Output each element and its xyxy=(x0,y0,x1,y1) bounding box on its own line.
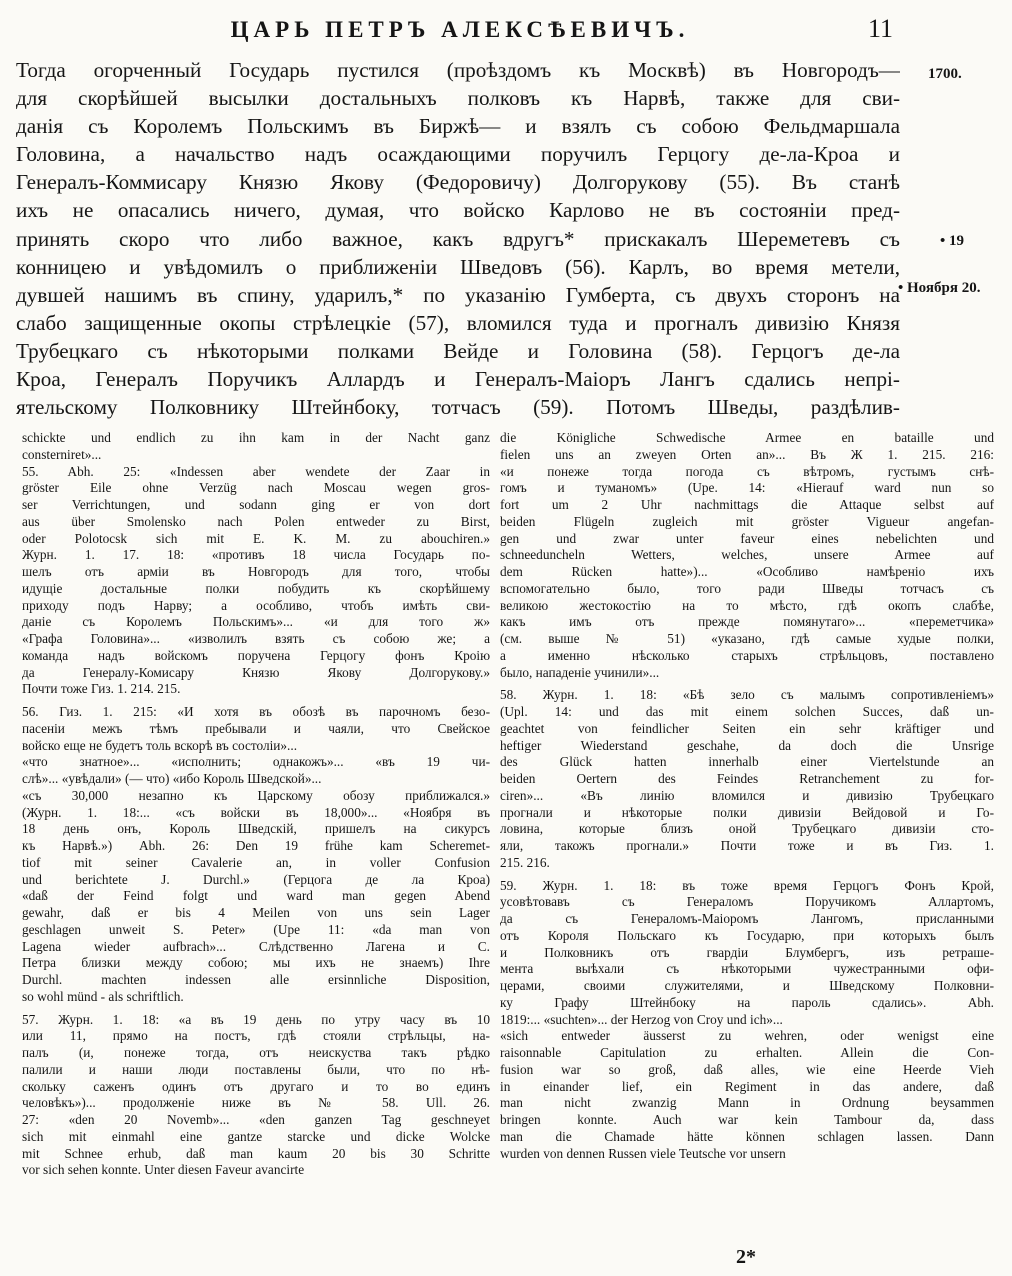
footnote-line: und berichtete J. Durchl.» (Герцога де ла Кроа) xyxy=(22,871,490,887)
margin-note-year: 1700. xyxy=(928,66,962,82)
main-text-line: Головина, а начальство надъ осаждающими поручилъ Герцогу де-ла-Кроа и xyxy=(16,142,900,167)
footnote-line: geschlagen unweit S. Peter» (Upe 11: «da man von xyxy=(22,921,490,937)
footnote-line: отъ Короля Польскаго къ Государю, при которыхъ былъ xyxy=(500,927,994,943)
footnote-line: слѣ»... «увѣдали» (— что) «ибо Король Шведской»... xyxy=(22,771,322,786)
footnote-line: 55. Abh. 25: «Indessen aber wendete der Zaar in xyxy=(22,463,490,479)
main-text-line: слабо защищенные окопы стрѣлецкіе (57), вломился туда и прогналъ дивизію Князя xyxy=(16,310,900,335)
running-title: ЦАРЬ ПЕТРЪ АЛЕКСѢЕВИЧЪ. xyxy=(230,17,690,42)
footnote-line: или 11, прямо на постъ, гдѣ стояли стрѣльцы, на- xyxy=(22,1028,490,1044)
footnote-line: вспомогательно было, того ради Шведы тотчасъ съ xyxy=(500,580,994,596)
footnote-line: sich mit einmahl eine gantze starcke und dicke Wolcke xyxy=(22,1128,490,1144)
footnotes-left-column xyxy=(22,430,490,1179)
footnote-line: 57. Журн. 1. 18: «а въ 19 день по утру часу въ 10 xyxy=(22,1011,490,1027)
footnote-line: Почти тоже Гиз. 1. 214. 215. xyxy=(22,681,181,697)
footnote-line: vor sich sehen konnte. Unter diesen Faveur avancirte xyxy=(22,1162,305,1178)
footnote-line: приходу подъ Нарву; а особливо, чтобъ имѣть сви- xyxy=(22,597,490,613)
running-head xyxy=(0,14,1012,48)
footnote-line: мента выѣхали съ нѣкоторыми чужестранными офи- xyxy=(500,961,994,977)
main-text-line: дувшей нашимъ въ спину, ударилъ,* по указанію Гумберта, съ двухъ сторонъ на xyxy=(16,282,900,307)
footnote-line: man die Chamade hätte können schlagen lassen. Dann xyxy=(500,1128,994,1144)
footnote-line: ку Графу Штейнбоку на пароль сдались». Abh. xyxy=(500,994,994,1010)
footnote-line: raisonnable Capitulation zu erhalten. Allein die Con- xyxy=(500,1045,994,1060)
footnote-line: Журн. 1. 17. 18: «противъ 18 числа Государь по- xyxy=(22,547,490,563)
main-text-line: ихъ не опасались ничего, думая, что войско Карлово не въ состояніи пред- xyxy=(16,198,900,223)
footnote-line: beiden Flügeln zugleich mit gröster Vigueur angefan- xyxy=(500,513,994,529)
footnote-line: heftiger Wiederstand geschahe, da doch die Unsrige xyxy=(500,737,994,753)
footnote-line: «что знатное»... «исполнить; однакожъ»... «въ 19 чи- xyxy=(22,754,490,770)
main-text-line: конницею и увѣдомилъ о приближеніи Шведовъ (56). Карлъ, во время метели, xyxy=(16,254,900,279)
footnote-line: 27: «den 20 Novemb»... «den ganzen Tag geschneyet xyxy=(22,1112,490,1127)
footnote-line: какъ имъ отъ прежде помянутаго»... «переметчика» xyxy=(500,614,994,630)
footnote-line: beiden Oertern des Feindes Retranchement zu for- xyxy=(500,771,994,786)
footnote-line: fielen uns an zweyen Orten an»... Въ Ж 1. 215. 216: xyxy=(500,446,994,462)
footnote-line: tiof mit seiner Cavalerie an, in voller Confusion xyxy=(22,854,490,870)
footnote-line: des Glück hatten innerhalb einer Viertelstunde an xyxy=(500,754,994,770)
footnote-line: «съ 30,000 незапно къ Царскому обозу приближался.» xyxy=(22,787,490,803)
footnote-line: fusion war so groß, daß alles, wie eine Heerde Vieh xyxy=(500,1061,994,1077)
footnote-line: 59. Журн. 1. 18: въ тоже время Герцогъ Фонъ Крой, xyxy=(500,877,994,893)
footnote-line: (Upl. 14: und das mit einem solchen Succes, daß un- xyxy=(500,704,994,719)
footnote-line: ловина, которые близъ оной Трубецкаго дивизіи сто- xyxy=(500,821,994,837)
footnote-line: (см. выше № 51) «указано, гдѣ самые худые полки, xyxy=(500,631,994,646)
margin-note-day-19: • 19 xyxy=(940,233,965,249)
margin-note-november-20: • Ноября 20. xyxy=(898,280,981,296)
footnote-line: 58. Журн. 1. 18: «Бѣ зело съ малымъ сопротивленіемъ» xyxy=(500,687,994,703)
footnote-line: идущіе достальные полки побудить къ скорѣйшему xyxy=(22,580,490,596)
footnotes-right-column xyxy=(500,430,994,1162)
footnote-line: войско еще не будетъ толь вскорѣ въ состоліи»... xyxy=(22,737,298,753)
footnote-line: «и понеже тогда погода съ вѣтромъ, густымъ снѣ- xyxy=(500,463,994,479)
footnote-line: человѣкъ»)... продолженіе ниже въ № 58. Ull. 26. xyxy=(22,1095,490,1111)
main-text-line: Тогда огорченный Государь пустился (проѣздомъ къ Москвѣ) въ Новгородъ— xyxy=(16,58,900,82)
footnote-line: gen und zwar unter faveur eines nebelichten und xyxy=(500,530,994,546)
footnote-line: Durchl. machten indessen alle ersinnliche Disposition, xyxy=(22,972,490,987)
footnote-line: «sich entweder äusserst zu wehren, oder wenigst eine xyxy=(500,1028,994,1044)
footnote-line: 1819:... «suchten»... der Herzog von Croy und ich»... xyxy=(500,1011,783,1027)
footnote-line: ciren»... «Въ линію вломился и дивизію Трубецкаго xyxy=(500,787,994,803)
footnote-line: wurden von dennen Russen viele Teutsche vor unsern xyxy=(500,1145,786,1161)
footnote-line: было, нападеніе учинили»... xyxy=(500,664,660,680)
footnote-line: 18 день онъ, Король Шведскій, пришелъ на сикурсъ xyxy=(22,821,490,837)
footnote-line: гомъ и туманомъ» (Upe. 14: «Hierauf ward nun so xyxy=(500,480,994,496)
main-text-line: Трубецкаго съ нѣкоторыми полками Вейде и Головина (58). Герцогъ де-ла xyxy=(16,338,900,363)
footnote-line: Lagena wieder aufbrach»... Слѣдственно Лагена и С. xyxy=(22,938,490,954)
footnote-line: Петра близки между собою; мы ихъ не знаемъ) Ihre xyxy=(22,955,490,971)
footnote-line: къ Нарвѣ.») Abh. 26: Den 19 frühe kam Scheremet- xyxy=(22,838,490,853)
footnote-line: man nicht zwanzig Mann in Ordnung beysammen xyxy=(500,1095,994,1111)
footnote-line: шелъ отъ арміи въ Новгородъ для того, чтобы xyxy=(22,564,490,579)
footnote-line: пасеніи межъ тѣмъ пребывали и чаяли, что Свейское xyxy=(22,720,490,736)
main-text-line: ятельскому Полковнику Штейнбоку, тотчасъ (59). Потомъ Шведы, раздѣлив- xyxy=(16,395,900,420)
main-text xyxy=(16,56,900,421)
main-text-line: Кроа, Генералъ Поручикъ Аллардъ и Генералъ-Маіоръ Лангъ сдались непрі- xyxy=(16,367,900,392)
footnote-line: прогнали и нѣкоторые полки дивизіи Вейдовой и Го- xyxy=(500,804,994,820)
footnote-line: schickte und endlich zu ihn kam in der Nacht ganz xyxy=(22,430,490,445)
footnote-line: «Графа Головина»... «изволилъ взять съ собою же; а xyxy=(22,631,490,646)
footnote-line: великою жестокостію на то мѣсто, гдѣ окопъ слабѣе, xyxy=(500,597,994,613)
footnote-line: усовѣтовавъ съ Генераломъ Поручикомъ Аллартомъ, xyxy=(500,894,994,910)
footnote-line: fort um 2 Uhr nachmittags die Attaque selbst auf xyxy=(500,497,994,512)
footnote-line: (Журн. 1. 18:... «съ войски въ 18,000»... «Ноября въ xyxy=(22,804,490,820)
footnote-line: so wohl münd - als schriftlich. xyxy=(22,988,184,1004)
footnote-line: gröster Eile ohne Verzüg nach Moscau wegen gros- xyxy=(22,480,490,496)
footnote-line: даніе съ Королемъ Польскимъ»... «и для того ж» xyxy=(22,614,490,630)
footnote-line: команда надъ войскомъ поручена Герцогу фонъ Кроію xyxy=(22,647,490,663)
footnote-line: consterniret»... xyxy=(22,446,102,462)
main-text-line: Генералъ-Коммисару Князю Якову (Федоровичу) Долгорукову (55). Въ станѣ xyxy=(16,170,900,195)
footnote-line: schneeduncheln Wetters, welches, unsere Armee auf xyxy=(500,547,994,563)
signature-mark: 2* xyxy=(736,1246,756,1268)
footnote-line: да съ Генераломъ-Маіоромъ Лангомъ, присланными xyxy=(500,911,994,926)
page-number: 11 xyxy=(868,14,894,43)
footnote-line: палъ (и, понеже тогда, отъ неискуства такъ рѣдко xyxy=(22,1045,490,1060)
footnote-line: gewahr, daß er bis 4 Meilen von uns sein Lager xyxy=(22,905,490,920)
main-text-line: для скорѣйшей высылки достальныхъ полковъ къ Нарвѣ, также для сви- xyxy=(16,86,900,111)
footnote-line: да Генералу-Комисару Князю Якову Долгорукову.» xyxy=(22,664,490,680)
footnote-line: in einander lief, ein Regiment in das andere, daß xyxy=(500,1078,994,1094)
footnote-line: bringen konnte. Auch war kein Tambour da, dass xyxy=(500,1112,994,1127)
footnote-line: 215. 216. xyxy=(500,854,550,870)
footnote-line: aus über Smolensko nach Polen entweder zu Birst, xyxy=(22,513,490,529)
footnote-line: а именно нѣсколько старыхъ стрѣльцовъ, поставлено xyxy=(500,647,994,663)
footnote-line: палили и наши люди поставлены были, что по нѣ- xyxy=(22,1061,490,1077)
footnote-line: скольку саженъ одинъ отъ другаго и то во единъ xyxy=(22,1078,490,1094)
footnote-line: dem Rücken hatte»)... «Особливо намѣреніо ихъ xyxy=(500,564,994,579)
footnote-line: die Königliche Schwedische Armee en bataille und xyxy=(500,430,994,445)
footnote-line: и Полковникъ отъ гвардіи Блумбергъ, изъ ретраше- xyxy=(500,944,994,960)
footnote-line: mit Schnee erhub, daß man kaum 20 bis 30 Schritte xyxy=(22,1145,490,1161)
footnote-line: 56. Гиз. 1. 215: «И хотя въ обозѣ въ парочномъ безо- xyxy=(22,704,490,719)
footnote-line: ser Verrichtungen, und sodann ging er von dort xyxy=(22,497,490,512)
footnote-line: geachtet von feindlicher Seiten ein sehr kräftiger und xyxy=(500,720,994,736)
footnote-line: яли, такожъ прогнали.» Почти тоже и въ Гиз. 1. xyxy=(500,838,994,853)
footnote-line: oder Polotocsk sich mit E. K. M. zu abouchiren.» xyxy=(22,530,490,546)
main-text-line: принять скоро что либо важное, какъ вдругъ* прискакалъ Шереметевъ съ xyxy=(16,226,900,251)
footnote-line: церами, своими служителями, и Шведскому Полковни- xyxy=(500,978,994,993)
footnote-line: «daß der Feind folgt und ward man gegen Abend xyxy=(22,888,490,904)
main-text-line: данія съ Королемъ Польскимъ въ Биржѣ— и взялъ съ собою Фельдмаршала xyxy=(16,114,900,139)
